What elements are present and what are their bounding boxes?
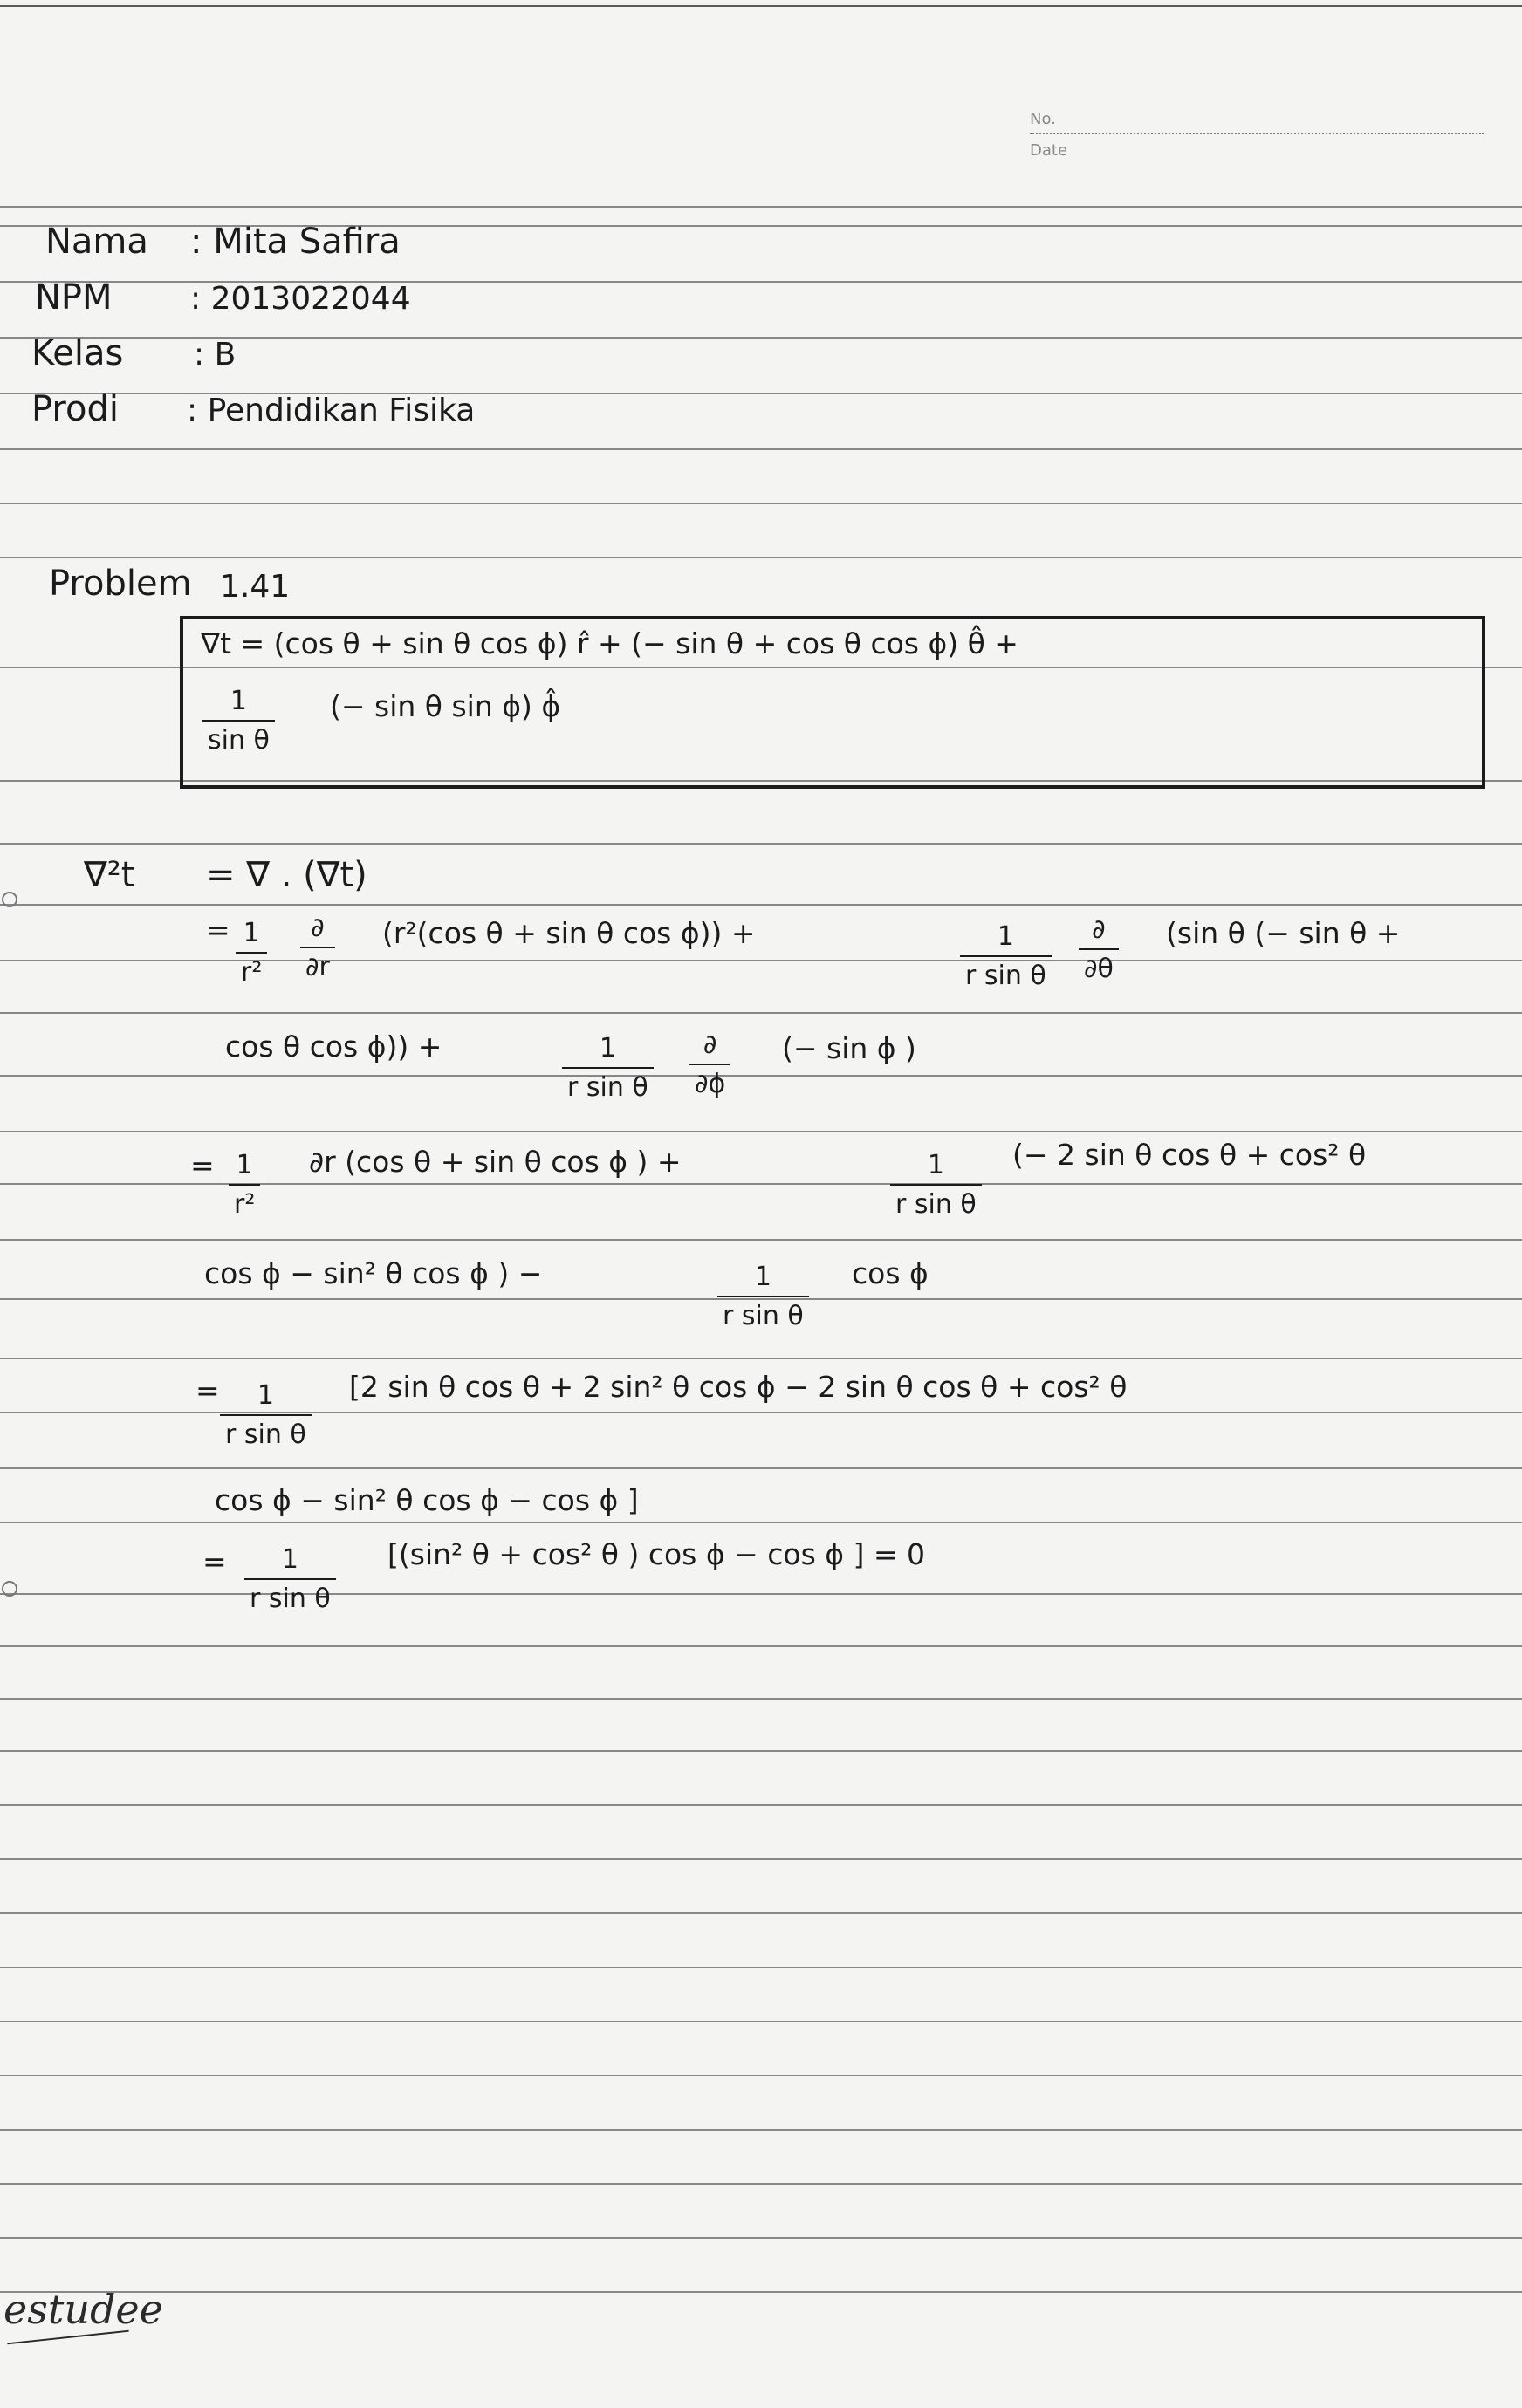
fraction-bar (300, 947, 335, 948)
fraction-denominator: ∂r (305, 952, 330, 982)
nama-value: : Mita Safira (190, 222, 401, 262)
nama-label: Nama (45, 222, 148, 262)
fraction-1-over-rsin (562, 1033, 654, 1103)
fraction-numerator: ∂ (311, 913, 325, 943)
fraction-numerator: 1 (927, 1150, 944, 1180)
fraction-denominator: ∂θ (1084, 954, 1114, 984)
npm-label: NPM (35, 277, 113, 318)
fraction-bar (220, 1414, 312, 1416)
fraction-denominator: r sin θ (723, 1301, 804, 1331)
equals-sign: = (195, 1373, 220, 1407)
solution-line-4-expr1: ∂r (cos θ + sin θ cos ϕ ) + (309, 1145, 682, 1179)
fraction-bar (562, 1067, 654, 1069)
fraction-numerator: 1 (257, 1380, 274, 1411)
solution-line-5-expr1: cos ϕ − sin² θ cos ϕ ) − (204, 1256, 543, 1290)
fraction-numerator: 1 (754, 1262, 771, 1292)
fraction-1-over-r2 (229, 1150, 260, 1220)
no-dotted-line (1030, 133, 1484, 134)
fraction-bar (229, 1184, 260, 1186)
fraction-bar (890, 1184, 982, 1186)
fraction-1-over-rsin (960, 921, 1052, 991)
npm-value: : 2013022044 (190, 281, 411, 317)
fraction-numerator: 1 (243, 918, 260, 948)
fraction-denominator: r sin θ (250, 1584, 331, 1614)
solution-line-6-expr: [2 sin θ cos θ + 2 sin² θ cos ϕ − 2 sin θ cos θ + cos² θ (349, 1370, 1128, 1404)
equals-sign: = (190, 1148, 215, 1182)
prodi-label: Prodi (31, 389, 119, 429)
problem-label: Problem (49, 564, 192, 604)
fraction-numerator: 1 (236, 1150, 253, 1180)
fraction-denominator: r² (241, 957, 263, 988)
solution-line-3-expr2: (− sin ϕ ) (782, 1031, 916, 1065)
fraction-denominator: r sin θ (965, 961, 1046, 991)
partial-phi-operator (689, 1030, 730, 1099)
fraction-bar (960, 955, 1052, 957)
fraction-denominator: r sin θ (567, 1072, 648, 1103)
fraction-1-over-rsin (717, 1262, 809, 1331)
fraction-bar (236, 952, 267, 954)
solution-line-2-expr2: (sin θ (− sin θ + (1166, 916, 1401, 950)
fraction-denominator: r sin θ (225, 1419, 306, 1450)
partial-theta-operator (1079, 914, 1119, 984)
fraction-numerator: 1 (997, 921, 1014, 952)
no-label: No. (1030, 110, 1056, 128)
fraction-denominator: r² (234, 1189, 256, 1220)
problem-number: 1.41 (220, 569, 291, 605)
fraction-bar (1079, 948, 1119, 950)
kelas-value: : B (194, 337, 237, 373)
kelas-label: Kelas (31, 333, 124, 373)
solution-line-7-expr: cos ϕ − sin² θ cos ϕ − cos ϕ ] (215, 1483, 639, 1517)
page-top-edge (0, 5, 1522, 7)
fraction-numerator: ∂ (703, 1030, 717, 1060)
equals-sign: = (206, 913, 230, 947)
binder-hole (2, 892, 17, 907)
fraction-bar (717, 1296, 809, 1297)
problem-fraction (202, 686, 275, 756)
brand-logo: estudee (3, 2286, 163, 2333)
problem-gradient-line2: (− sin θ sin ϕ) ϕ̂ (330, 689, 561, 723)
fraction-bar (202, 720, 275, 722)
solution-line-3-expr1: cos θ cos ϕ)) + (225, 1030, 442, 1064)
partial-r-operator (300, 913, 335, 982)
solution-line-1: = ∇ . (∇t) (206, 855, 367, 895)
prodi-value: : Pendidikan Fisika (187, 393, 476, 428)
solution-line-8-expr: [(sin² θ + cos² θ ) cos ϕ − cos ϕ ] = 0 (387, 1537, 926, 1571)
binder-hole (2, 1581, 17, 1597)
solution-line-2-expr1: (r²(cos θ + sin θ cos ϕ)) + (382, 916, 756, 950)
solution-line-4-expr2: (− 2 sin θ cos θ + cos² θ (1012, 1138, 1367, 1172)
fraction-numerator: 1 (281, 1544, 298, 1575)
fraction-denominator: ∂ϕ (695, 1069, 726, 1099)
fraction-bar (244, 1578, 336, 1580)
problem-gradient-line1: ∇t = (cos θ + sin θ cos ϕ) r̂ + (− sin θ + cos θ cos ϕ) θ̂ + (201, 626, 1018, 660)
fraction-1-over-rsin (244, 1544, 336, 1614)
equals-sign: = (202, 1544, 227, 1578)
fraction-numerator: 1 (599, 1033, 616, 1064)
fraction-1-over-rsin (220, 1380, 312, 1450)
fraction-1-over-rsin (890, 1150, 982, 1220)
laplacian-lhs: ∇²t (84, 855, 135, 895)
date-label: Date (1030, 141, 1068, 160)
fraction-1-over-r2 (236, 918, 267, 988)
fraction-bar (689, 1064, 730, 1065)
fraction-numerator: 1 (230, 686, 247, 716)
solution-line-5-expr2: cos ϕ (852, 1256, 929, 1290)
fraction-denominator: r sin θ (895, 1189, 977, 1220)
fraction-denominator: sin θ (208, 725, 270, 756)
fraction-numerator: ∂ (1092, 914, 1106, 945)
